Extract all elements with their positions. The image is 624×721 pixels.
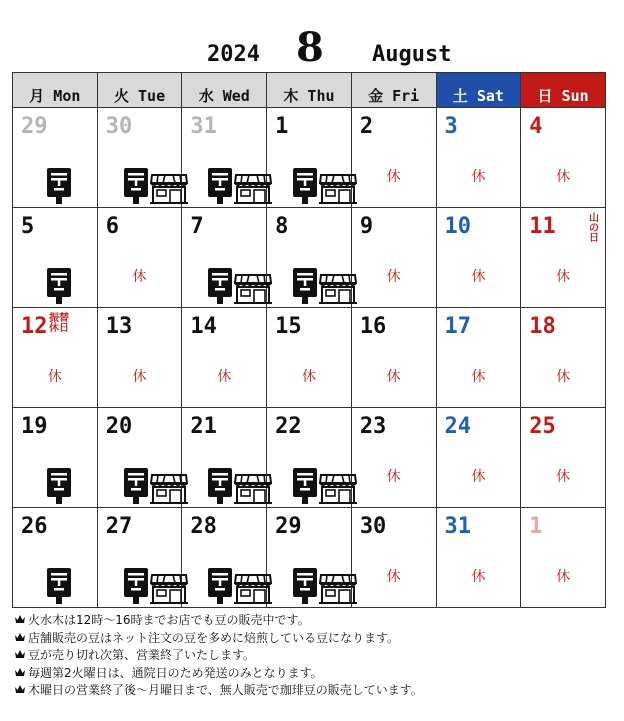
service-icons bbox=[208, 566, 272, 604]
day-number: 4 bbox=[529, 114, 543, 139]
calendar-day-cell bbox=[13, 408, 98, 508]
closed-label: 休 bbox=[556, 269, 571, 285]
crown-icon bbox=[14, 649, 26, 659]
day-number: 25 bbox=[529, 414, 556, 439]
closed-label: 休 bbox=[217, 369, 232, 385]
day-number: 7 bbox=[190, 214, 204, 239]
day-number: 31 bbox=[190, 114, 217, 139]
title-month-number: 8 bbox=[296, 24, 324, 71]
calendar-day-cell bbox=[267, 508, 352, 608]
calendar-day-cell bbox=[351, 208, 436, 308]
calendar-day-cell bbox=[267, 308, 352, 408]
calendar-day-cell bbox=[351, 108, 436, 208]
day-number: 30 bbox=[105, 114, 133, 139]
service-icons bbox=[47, 466, 71, 504]
closed-label: 休 bbox=[386, 369, 401, 385]
postbox-icon bbox=[208, 168, 232, 204]
crown-icon bbox=[14, 614, 26, 624]
day-number: 23 bbox=[359, 414, 387, 439]
day-number: 29 bbox=[21, 114, 48, 139]
service-icons bbox=[124, 466, 188, 504]
day-number: 6 bbox=[105, 214, 119, 239]
service-icons bbox=[47, 566, 71, 604]
calendar-body bbox=[13, 108, 606, 608]
calendar-day-cell bbox=[182, 208, 267, 308]
calendar-day-cell bbox=[97, 208, 182, 308]
day-number: 1 bbox=[529, 514, 543, 539]
title-year: 2024 bbox=[207, 42, 260, 67]
service-icons bbox=[47, 266, 71, 304]
calendar-day-cell bbox=[13, 208, 98, 308]
service-icons bbox=[47, 166, 71, 204]
postbox-icon bbox=[47, 168, 71, 204]
calendar-day-cell bbox=[436, 508, 521, 608]
calendar-day-cell bbox=[97, 408, 182, 508]
calendar-day-cell bbox=[436, 208, 521, 308]
postbox-icon bbox=[47, 568, 71, 604]
calendar-week-row bbox=[13, 108, 606, 208]
day-number: 28 bbox=[190, 514, 217, 539]
calendar-day-cell bbox=[182, 408, 267, 508]
day-number: 3 bbox=[444, 114, 458, 139]
calendar-day-cell bbox=[521, 508, 606, 608]
closed-label: 休 bbox=[471, 369, 486, 385]
postbox-icon bbox=[208, 268, 232, 304]
note-text: 木曜日の営業終了後〜月曜日まで、無人販売で珈琲豆の販売しています。 bbox=[28, 683, 423, 697]
note-line bbox=[14, 630, 614, 648]
day-number: 29 bbox=[275, 514, 302, 539]
calendar-day-cell bbox=[436, 308, 521, 408]
calendar-day-cell bbox=[351, 508, 436, 608]
postbox-icon bbox=[293, 568, 317, 604]
holiday-note: 山の日 bbox=[589, 213, 599, 244]
postbox-icon bbox=[208, 468, 232, 504]
service-icons bbox=[124, 566, 188, 604]
day-number: 10 bbox=[444, 214, 472, 239]
calendar-day-cell bbox=[13, 508, 98, 608]
postbox-icon bbox=[124, 468, 148, 504]
day-number: 9 bbox=[359, 214, 374, 239]
weekday-sat: 土 Sat bbox=[436, 73, 521, 108]
day-number: 20 bbox=[105, 414, 133, 439]
notes-section bbox=[14, 612, 614, 700]
calendar-day-cell bbox=[13, 108, 98, 208]
closed-label: 休 bbox=[301, 369, 316, 385]
calendar-day-cell bbox=[351, 408, 436, 508]
postbox-icon bbox=[47, 268, 71, 304]
postbox-icon bbox=[124, 568, 148, 604]
note-line bbox=[14, 665, 614, 683]
weekday-header-row bbox=[13, 73, 606, 108]
weekday-sun: 日 Sun bbox=[521, 73, 606, 108]
service-icons bbox=[293, 566, 357, 604]
day-number: 16 bbox=[359, 314, 387, 339]
day-number: 30 bbox=[359, 514, 387, 539]
calendar-grid bbox=[12, 72, 606, 608]
title-month-name: August bbox=[372, 42, 452, 67]
day-number: 19 bbox=[21, 414, 48, 439]
day-number: 18 bbox=[529, 314, 556, 339]
calendar-day-cell bbox=[436, 108, 521, 208]
calendar-day-cell bbox=[97, 108, 182, 208]
closed-label: 休 bbox=[47, 369, 62, 385]
calendar-day-cell bbox=[97, 308, 182, 408]
closed-label: 休 bbox=[132, 269, 147, 285]
day-number: 22 bbox=[275, 414, 302, 439]
day-number: 2 bbox=[359, 114, 374, 139]
note-text: 豆が売り切れ次第、営業終了いたします。 bbox=[28, 648, 256, 662]
day-number: 17 bbox=[444, 314, 472, 339]
calendar-day-cell bbox=[521, 108, 606, 208]
service-icons bbox=[208, 466, 272, 504]
day-number: 15 bbox=[275, 314, 302, 339]
crown-icon bbox=[14, 667, 26, 677]
calendar-week-row bbox=[13, 208, 606, 308]
day-number: 13 bbox=[105, 314, 133, 339]
closed-label: 休 bbox=[386, 469, 401, 485]
calendar-day-cell bbox=[182, 108, 267, 208]
closed-label: 休 bbox=[556, 169, 571, 185]
calendar-day-cell bbox=[436, 408, 521, 508]
weekday-thu: 木 Thu bbox=[267, 73, 352, 108]
postbox-icon bbox=[208, 568, 232, 604]
holiday-note: 振替休日 bbox=[49, 313, 69, 334]
calendar-day-cell bbox=[13, 308, 98, 408]
day-number: 1 bbox=[275, 114, 289, 139]
calendar-week-row bbox=[13, 308, 606, 408]
postbox-icon bbox=[293, 168, 317, 204]
service-icons bbox=[208, 266, 272, 304]
calendar-day-cell bbox=[267, 408, 352, 508]
calendar-day-cell bbox=[521, 208, 606, 308]
postbox-icon bbox=[293, 468, 317, 504]
closed-label: 休 bbox=[556, 569, 571, 585]
closed-label: 休 bbox=[556, 369, 571, 385]
closed-label: 休 bbox=[132, 369, 147, 385]
day-number: 11 bbox=[529, 214, 556, 239]
calendar-day-cell bbox=[521, 408, 606, 508]
day-number: 14 bbox=[190, 314, 217, 339]
note-text: 火水木は12時〜16時までお店でも豆の販売中です。 bbox=[28, 613, 310, 627]
closed-label: 休 bbox=[471, 269, 486, 285]
note-text: 店舗販売の豆はネット注文の豆を多めに焙煎している豆になります。 bbox=[28, 630, 400, 645]
postbox-icon bbox=[293, 268, 317, 304]
note-line bbox=[14, 647, 614, 665]
closed-label: 休 bbox=[386, 269, 401, 285]
calendar-day-cell bbox=[182, 508, 267, 608]
closed-label: 休 bbox=[471, 469, 486, 485]
service-icons bbox=[293, 466, 357, 504]
postbox-icon bbox=[47, 468, 71, 504]
day-number: 12 bbox=[21, 314, 48, 339]
weekday-tue: 火 Tue bbox=[97, 73, 182, 108]
closed-label: 休 bbox=[471, 569, 486, 585]
calendar-day-cell bbox=[267, 108, 352, 208]
calendar-day-cell bbox=[351, 308, 436, 408]
calendar-day-cell bbox=[182, 308, 267, 408]
calendar-day-cell bbox=[521, 308, 606, 408]
calendar-week-row bbox=[13, 508, 606, 608]
note-text: 毎週第2火曜日は、通院日のため発送のみとなります。 bbox=[28, 665, 323, 680]
day-number: 31 bbox=[444, 514, 472, 539]
day-number: 21 bbox=[190, 414, 217, 439]
day-number: 24 bbox=[444, 414, 472, 439]
weekday-fri: 金 Fri bbox=[351, 73, 436, 108]
service-icons bbox=[293, 166, 357, 204]
service-icons bbox=[124, 166, 188, 204]
postbox-icon bbox=[124, 168, 148, 204]
day-number: 5 bbox=[21, 214, 35, 239]
crown-icon bbox=[14, 684, 26, 694]
service-icons bbox=[293, 266, 357, 304]
calendar-day-cell bbox=[97, 508, 182, 608]
note-line bbox=[14, 612, 614, 630]
weekday-mon: 月 Mon bbox=[13, 73, 98, 108]
note-line bbox=[14, 682, 614, 700]
calendar-title bbox=[0, 22, 624, 72]
closed-label: 休 bbox=[386, 569, 401, 585]
service-icons bbox=[208, 166, 272, 204]
crown-icon bbox=[14, 632, 26, 642]
closed-label: 休 bbox=[556, 469, 571, 485]
day-number: 27 bbox=[105, 514, 133, 539]
closed-label: 休 bbox=[471, 169, 486, 185]
weekday-wed: 水 Wed bbox=[182, 73, 267, 108]
day-number: 26 bbox=[21, 514, 48, 539]
calendar-week-row bbox=[13, 408, 606, 508]
day-number: 8 bbox=[275, 214, 289, 239]
closed-label: 休 bbox=[386, 169, 401, 185]
calendar-day-cell bbox=[267, 208, 352, 308]
